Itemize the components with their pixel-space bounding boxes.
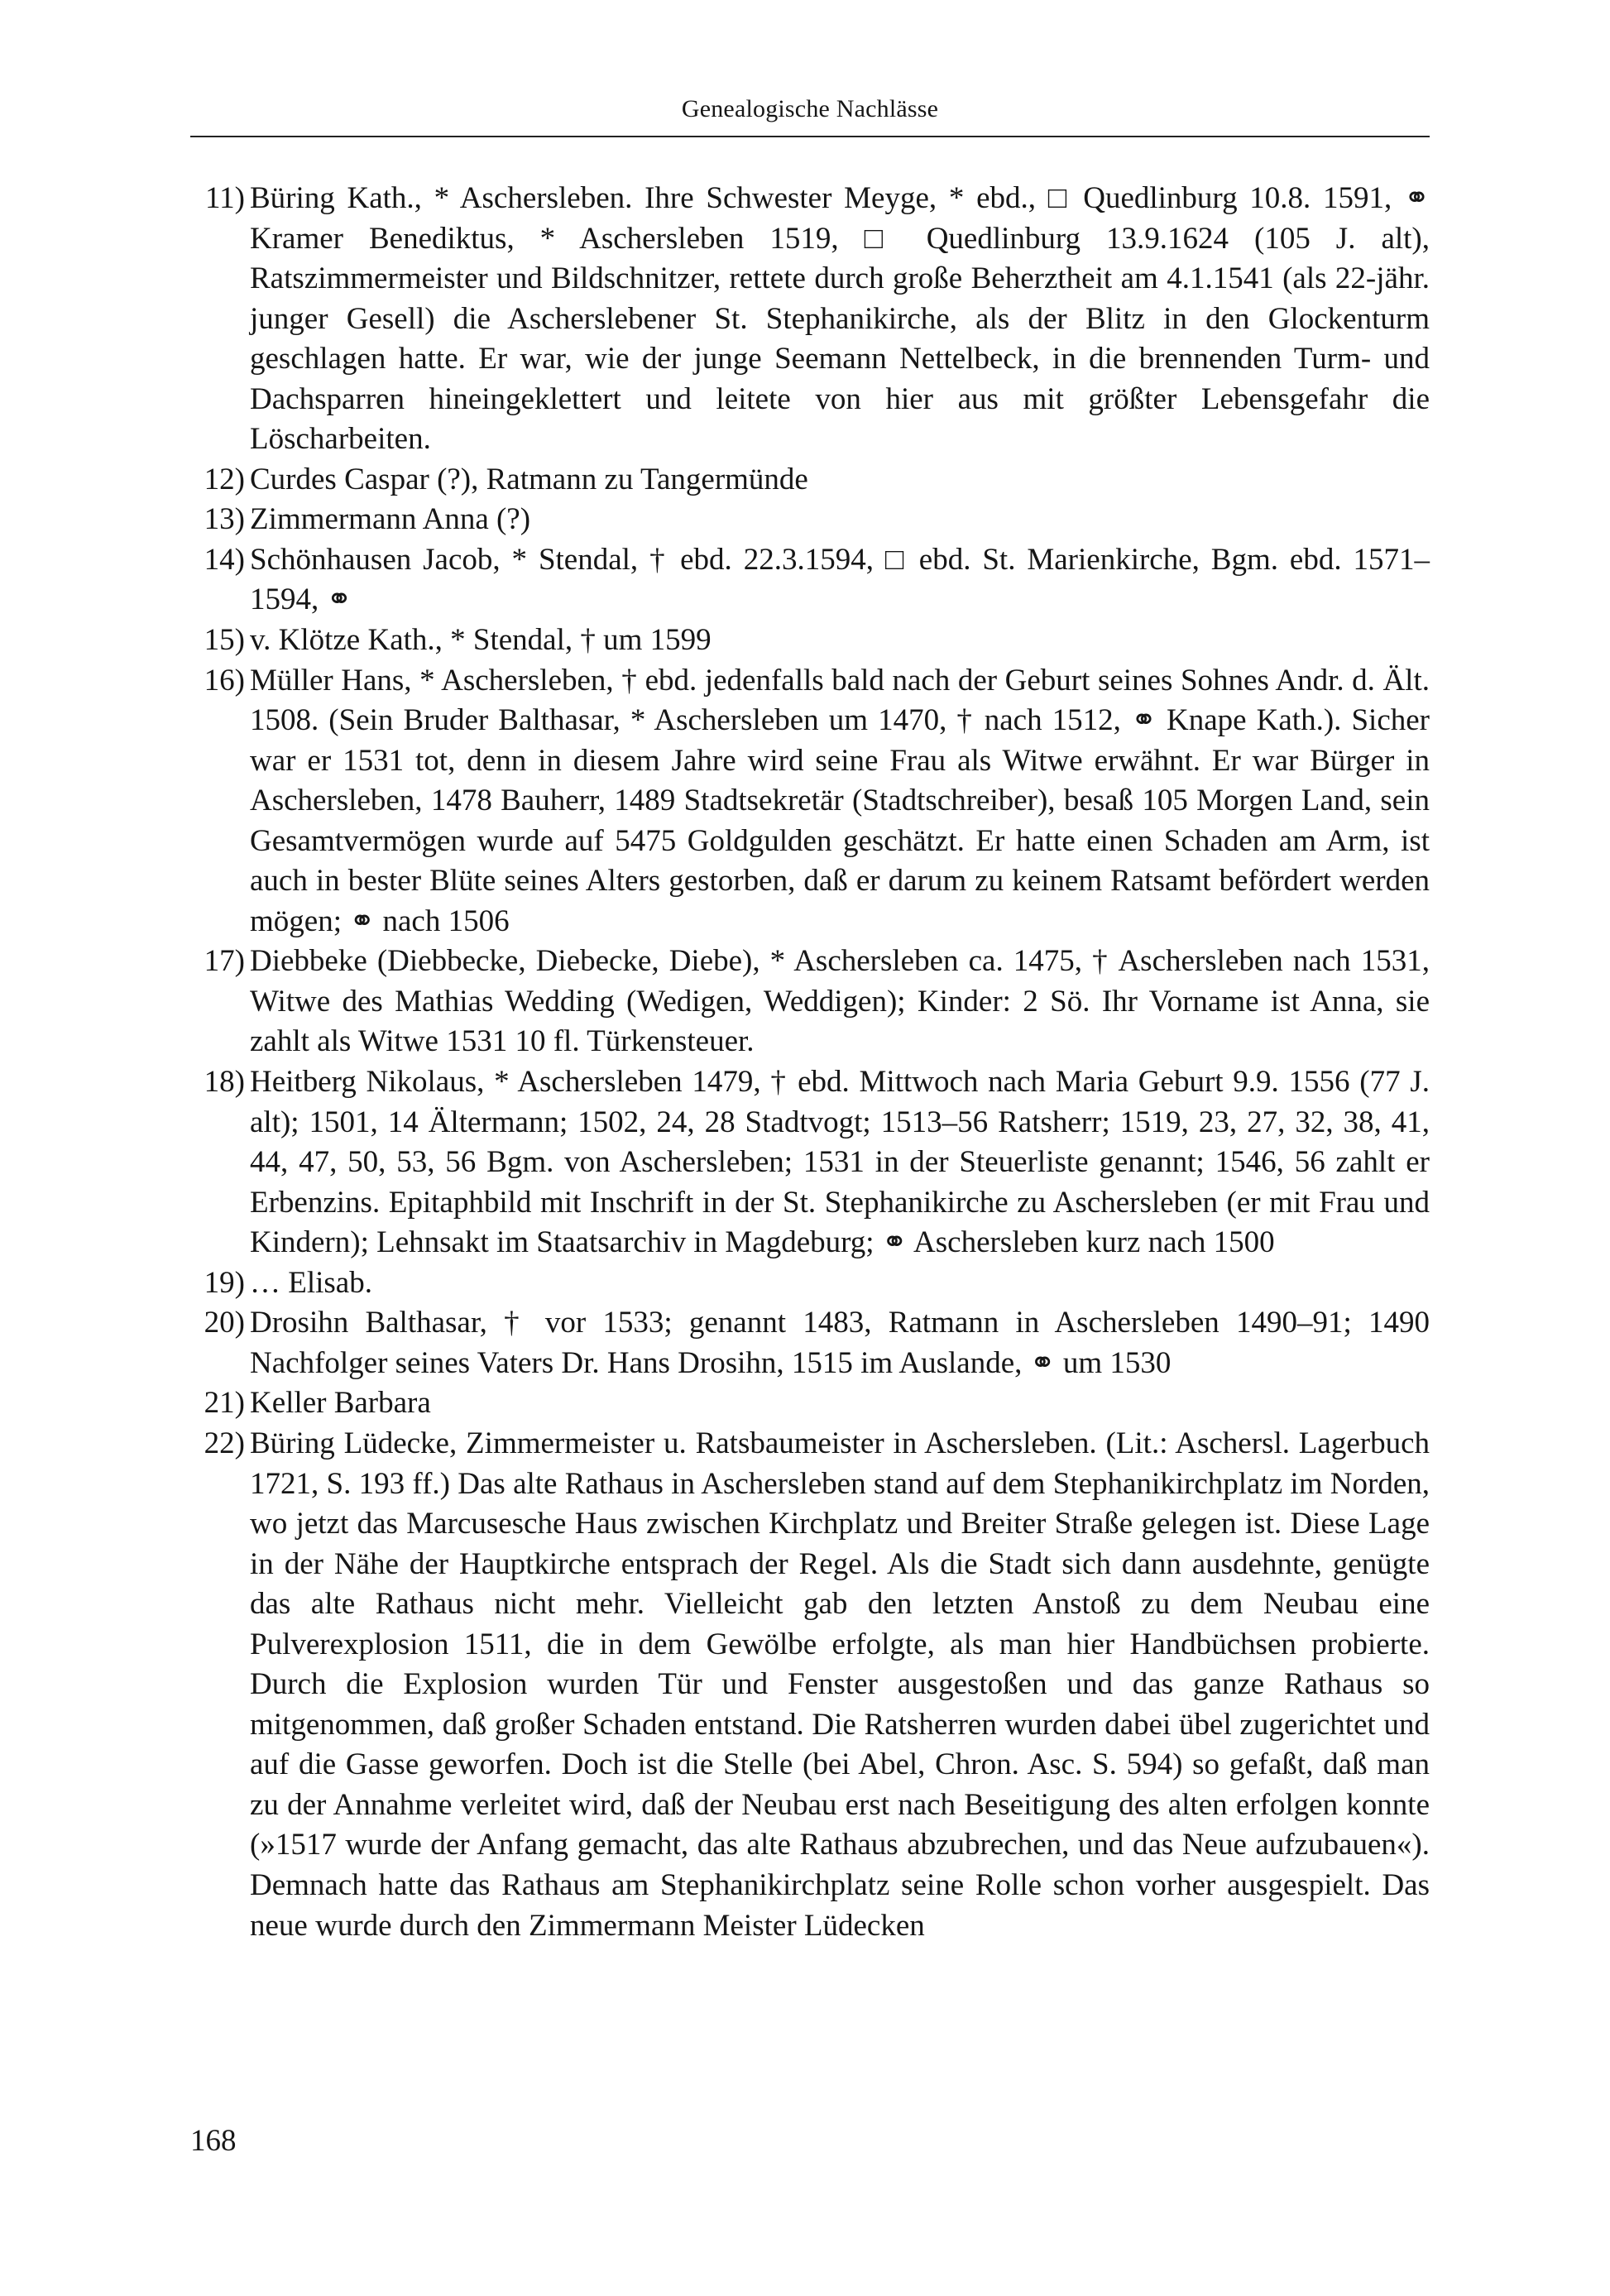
entry-14 — [190, 540, 1430, 621]
genealogy-entry-list — [190, 179, 1430, 1946]
entry-number: 16) — [204, 663, 245, 697]
entry-number: 15) — [204, 623, 245, 658]
entry-15 — [190, 621, 1430, 661]
entry-21 — [190, 1383, 1430, 1424]
running-head-title: Genealogische Nachlässe — [681, 95, 939, 122]
entry-18 — [190, 1062, 1430, 1263]
entry-text: Drosihn Balthasar, † vor 1533; genannt 1483, Ratmann in Aschersleben 1490–91; 1490 Nachfolger seines Vaters Dr. Hans Drosihn, 1515 im Auslande, ⚭ um 1530 — [250, 1306, 1430, 1380]
entry-number: 17) — [204, 944, 245, 979]
entry-number: 21) — [204, 1386, 245, 1421]
entry-number: 20) — [204, 1306, 245, 1340]
entry-11 — [190, 179, 1430, 460]
entry-text: v. Klötze Kath., * Stendal, † um 1599 — [250, 623, 712, 658]
entry-12 — [190, 460, 1430, 501]
entry-number: 19) — [204, 1265, 245, 1300]
entry-text: Heitberg Nikolaus, * Aschersleben 1479, † ebd. Mittwoch nach Maria Geburt 9.9. 1556 (77 J. alt); 1501, 14 Ältermann; 1502, 24, 28 Stadtvogt; 1513–56 Ratsherr; 1519, 23, 27, 32, 38, 41, 44, 47, 50, 53, 56 Bgm. von Aschersleben; 1531 in der Steuerliste genannt; 1546, 56 zahlt er Erbenzins. Epitaphbild mit Inschrift in der St. Stephanikirche zu Aschersleben (er mit Frau und Kindern); Lehnsakt im Staatsarchiv in Magdeburg; ⚭ Aschersleben kurz nach 1500 — [250, 1065, 1430, 1260]
entry-number: 18) — [204, 1065, 245, 1100]
entry-text: Diebbeke (Diebbecke, Diebecke, Diebe), * Aschersleben ca. 1475, † Aschersleben nach 1531, Witwe des Mathias Wedding (Wedigen, Weddigen); Kinder: 2 Sö. Ihr Vorname ist Anna, sie zahlt als Witwe 1531 10 fl. Türkensteuer. — [250, 944, 1430, 1059]
entry-text: Curdes Caspar (?), Ratmann zu Tangermünde — [250, 462, 808, 496]
entry-16 — [190, 661, 1430, 942]
entry-17 — [190, 942, 1430, 1062]
entry-number: 14) — [204, 542, 245, 577]
entry-number: 22) — [204, 1426, 245, 1460]
entry-19 — [190, 1263, 1430, 1304]
page-number: 168 — [190, 2124, 237, 2158]
entry-number: 13) — [204, 502, 245, 537]
entry-text: … Elisab. — [250, 1265, 372, 1300]
entry-number: 12) — [204, 462, 245, 496]
entry-text: Zimmermann Anna (?) — [250, 502, 531, 537]
entry-text: Büring Lüdecke, Zimmermeister u. Ratsbaumeister in Aschersleben. (Lit.: Aschersl. Lagerbuch 1721, S. 193 ff.) Das alte Rathaus in Aschersleben stand auf dem Stephanikirchplatz im Norden, wo jetzt das Marcusesche Haus zwischen Kirchplatz und Breiter Straße gelegen ist. Diese Lage in der Nähe der Hauptkirche entsprach der Regel. Als die Stadt sich dann ausdehnte, genügte das alte Rathaus nicht mehr. Vielleicht gab den letzten Anstoß zu dem Neubau eine Pulverexplosion 1511, die in dem Gewölbe erfolgte, als man hier Handbüchsen probierte. Durch die Explosion wurden Tür und Fenster ausgestoßen und das ganze Rathaus so mitgenommen, daß großer Schaden entstand. Die Ratsherren wurden dabei übel zugerichtet und auf die Gasse geworfen. Doch ist die Stelle (bei Abel, Chron. Asc. S. 594) so gefaßt, daß man zu der Annahme verleitet wird, daß der Neubau erst nach Beseitigung des alten erfolgen konnte (»1517 wurde der Anfang gemacht, das alte Rathaus abzubrechen, und das Neue aufzubauen«). Demnach hatte das Rathaus am Stephanikirchplatz seine Rolle schon vorher ausgespielt. Das neue wurde durch den Zimmermann Meister Lüdecken — [250, 1426, 1430, 1943]
entry-text: Büring Kath., * Aschersleben. Ihre Schwester Meyge, * ebd., □ Quedlinburg 10.8. 1591, ⚭ Kramer Benediktus, * Aschersleben 1519, □ Quedlinburg 13.9.1624 (105 J. alt), Ratszimmermeister und Bildschnitzer, rettete durch große Beherztheit am 4.1.1541 (als 22-jähr. junger Gesell) die Ascherslebener St. Stephanikirche, als der Blitz in den Glockenturm geschlagen hatte. Er war, wie der junge Seemann Nettelbeck, in die brennenden Turm- und Dachsparren hineingeklettert und leitete von hier aus mit größter Lebensgefahr die Löscharbeiten. — [250, 181, 1430, 457]
entry-22 — [190, 1424, 1430, 1946]
entry-20 — [190, 1303, 1430, 1383]
header-rule — [190, 136, 1430, 137]
entry-13 — [190, 500, 1430, 540]
entry-text: Keller Barbara — [250, 1386, 431, 1421]
entry-number: 11) — [205, 181, 245, 215]
entry-text: Schönhausen Jacob, * Stendal, † ebd. 22.3.1594, □ ebd. St. Marienkirche, Bgm. ebd. 1571–1594, ⚭ — [250, 542, 1430, 617]
entry-text: Müller Hans, * Aschersleben, † ebd. jedenfalls bald nach der Geburt seines Sohnes Andr. d. Ält. 1508. (Sein Bruder Balthasar, * Aschersleben um 1470, † nach 1512, ⚭ Knape Kath.). Sicher war er 1531 tot, denn in diesem Jahre wird seine Frau als Witwe erwähnt. Er war Bürger in Aschersleben, 1478 Bauherr, 1489 Stadtsekretär (Stadtschreiber), besaß 105 Morgen Land, sein Gesamtvermögen wurde auf 5475 Goldgulden geschätzt. Er hatte einen Schaden am Arm, ist auch in bester Blüte seines Alters gestorben, daß er darum zu keinem Ratsamt befördert werden mögen; ⚭ nach 1506 — [250, 663, 1430, 938]
